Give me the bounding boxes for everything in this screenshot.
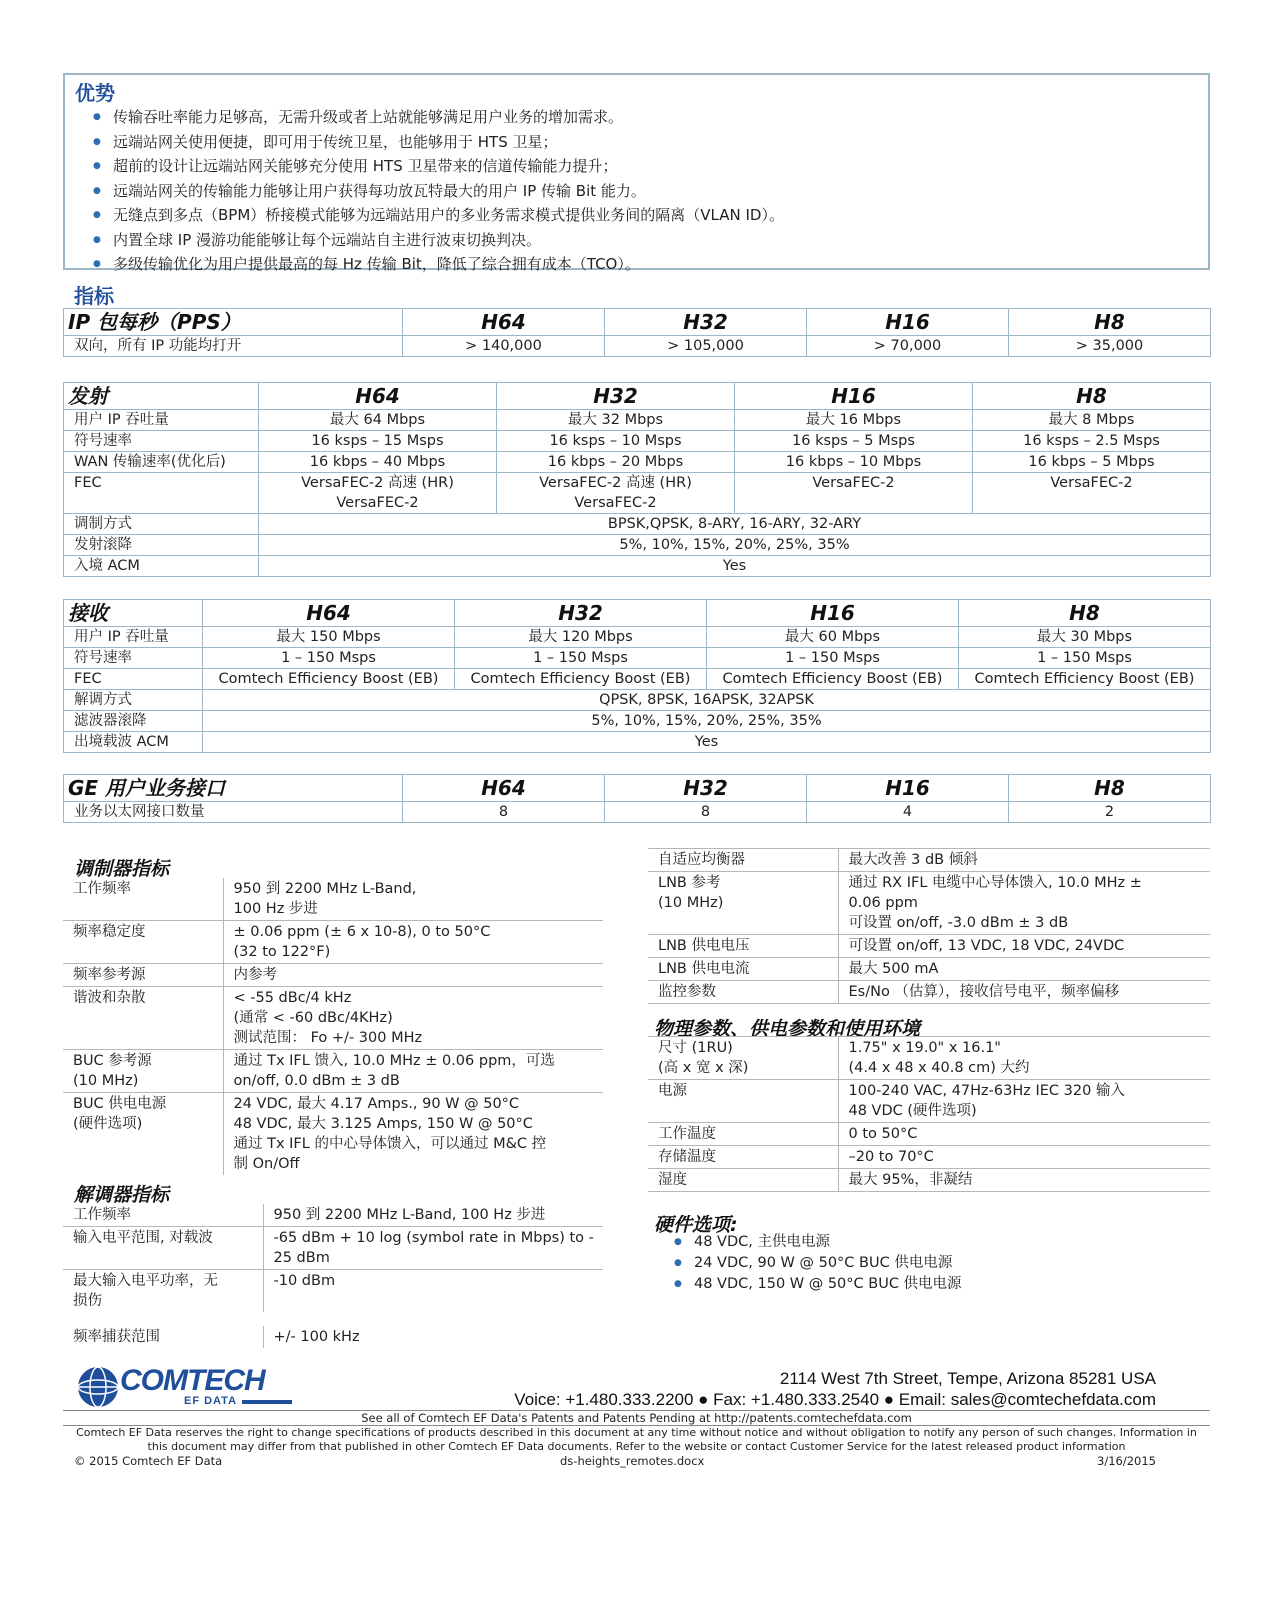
model-header: H64 bbox=[203, 600, 455, 627]
model-header: H32 bbox=[455, 600, 707, 627]
table-row bbox=[63, 1270, 603, 1313]
table-row bbox=[648, 1080, 1210, 1123]
label-line: 监控参数 bbox=[658, 984, 716, 1000]
row-value bbox=[263, 1204, 603, 1227]
tx-title: 发射 bbox=[64, 383, 259, 410]
model-header: H8 bbox=[973, 383, 1211, 410]
row-label bbox=[648, 1169, 838, 1192]
table-cell: 16 kbps – 20 Mbps bbox=[497, 452, 735, 473]
table-cell: Yes bbox=[259, 556, 1211, 577]
row-value bbox=[223, 921, 603, 964]
value-line: < -55 dBc/4 kHz bbox=[233, 990, 352, 1006]
advantages-list bbox=[75, 105, 784, 277]
table-row bbox=[63, 1050, 603, 1093]
row-value: +/- 100 kHz bbox=[273, 1329, 360, 1345]
table-cell: 最大 60 Mbps bbox=[707, 627, 959, 648]
row-value bbox=[838, 981, 1210, 1004]
label-line: 工作频率 bbox=[73, 881, 131, 897]
table-cell: BPSK,QPSK, 8-ARY, 16-ARY, 32-ARY bbox=[259, 514, 1211, 535]
comtech-logo bbox=[74, 1364, 304, 1410]
row-label bbox=[648, 849, 838, 872]
table-cell: 16 ksps – 10 Msps bbox=[497, 431, 735, 452]
table-cell: 1 – 150 Msps bbox=[707, 648, 959, 669]
label-line: 频率稳定度 bbox=[73, 924, 146, 940]
value-line: 内参考 bbox=[233, 967, 277, 983]
row-label bbox=[63, 1093, 223, 1176]
footer-address: 2114 West 7th Street, Tempe, Arizona 85281 USA bbox=[779, 1369, 1156, 1388]
row-label: FEC bbox=[64, 669, 203, 690]
value-line: 通过 Tx IFL 的中心导体馈入，可以通过 M&C 控 bbox=[233, 1136, 547, 1152]
label-line: 工作频率 bbox=[73, 1207, 131, 1223]
row-value bbox=[223, 878, 603, 921]
table-cell: Yes bbox=[203, 732, 1211, 753]
table-cell: > 105,000 bbox=[605, 336, 807, 357]
value-line: 100-240 VAC, 47Hz-63Hz IEC 320 输入 bbox=[848, 1083, 1125, 1099]
value-line: 25 dBm bbox=[273, 1250, 330, 1266]
row-value bbox=[838, 872, 1210, 935]
list-item: ● 48 VDC, 150 W @ 50°C BUC 供电电源 bbox=[660, 1274, 962, 1295]
value-line: (32 to 122°F) bbox=[233, 944, 331, 960]
rx-table bbox=[63, 599, 1211, 753]
label-line: LNB 供电电压 bbox=[658, 938, 750, 954]
value-line: 100 Hz 步进 bbox=[233, 901, 318, 917]
model-header: H8 bbox=[1009, 775, 1211, 802]
value-line: 最大 500 mA bbox=[848, 961, 939, 977]
list-item: ● 内置全球 IP 漫游功能能够让每个远端站自主进行波束切换判决。 bbox=[75, 228, 784, 253]
value-line: 1.75" x 19.0" x 16.1" bbox=[848, 1040, 1001, 1056]
row-label: WAN 传输速率(优化后) bbox=[64, 452, 259, 473]
value-line: 制 On/Off bbox=[233, 1156, 300, 1172]
row-label bbox=[648, 1123, 838, 1146]
model-header: H8 bbox=[959, 600, 1211, 627]
table-cell: 最大 8 Mbps bbox=[973, 410, 1211, 431]
label-line: 工作温度 bbox=[658, 1126, 716, 1142]
list-item: ● 24 VDC, 90 W @ 50°C BUC 供电电源 bbox=[660, 1253, 962, 1274]
table-cell: 16 ksps – 15 Msps bbox=[259, 431, 497, 452]
table-row bbox=[648, 849, 1210, 872]
modulator-table bbox=[63, 878, 603, 1175]
table-cell: 最大 30 Mbps bbox=[959, 627, 1211, 648]
modulator-title: 调制器指标 bbox=[74, 858, 170, 880]
label-line: LNB 供电电流 bbox=[658, 961, 750, 977]
ge-table bbox=[63, 774, 1211, 823]
value-line: 48 VDC (硬件选项) bbox=[848, 1103, 977, 1119]
physical-title: 物理参数、供电参数和使用环境 bbox=[654, 1018, 921, 1040]
model-header: H16 bbox=[735, 383, 973, 410]
model-header: H64 bbox=[403, 309, 605, 336]
model-header: H8 bbox=[1009, 309, 1211, 336]
table-cell: 2 bbox=[1009, 802, 1211, 823]
model-header: H32 bbox=[497, 383, 735, 410]
footer-date: 3/16/2015 bbox=[1097, 1454, 1156, 1468]
model-header: H64 bbox=[403, 775, 605, 802]
pps-title: IP 包每秒（PPS） bbox=[64, 309, 403, 336]
row-label bbox=[63, 1204, 263, 1227]
table-cell: 1 – 150 Msps bbox=[959, 648, 1211, 669]
table-row bbox=[648, 981, 1210, 1004]
table-cell bbox=[259, 473, 497, 514]
label-line: 频率参考源 bbox=[73, 967, 146, 983]
table-cell: > 35,000 bbox=[1009, 336, 1211, 357]
physical-table bbox=[648, 1036, 1210, 1192]
value-line: -10 dBm bbox=[273, 1273, 336, 1289]
table-row bbox=[648, 935, 1210, 958]
table-cell: > 140,000 bbox=[403, 336, 605, 357]
table-row bbox=[648, 1037, 1210, 1080]
row-label: 符号速率 bbox=[64, 431, 259, 452]
row-value bbox=[838, 1037, 1210, 1080]
label-line: 损伤 bbox=[73, 1293, 102, 1309]
acq-table bbox=[63, 1326, 603, 1348]
table-row bbox=[648, 1169, 1210, 1192]
table-row bbox=[63, 1093, 603, 1176]
pps-table bbox=[63, 308, 1211, 357]
row-value bbox=[838, 1146, 1210, 1169]
table-cell bbox=[973, 473, 1211, 514]
ge-title: GE 用户业务接口 bbox=[64, 775, 403, 802]
label-line: 最大输入电平功率，无 bbox=[73, 1273, 218, 1289]
row-value bbox=[263, 1227, 603, 1270]
demodulator-table bbox=[63, 1204, 603, 1312]
model-header: H32 bbox=[605, 775, 807, 802]
tx-table bbox=[63, 382, 1211, 577]
label-line: (10 MHz) bbox=[73, 1073, 139, 1089]
value-line: 0 to 50°C bbox=[848, 1126, 918, 1142]
row-label: FEC bbox=[64, 473, 259, 514]
table-cell: Comtech Efficiency Boost (EB) bbox=[959, 669, 1211, 690]
model-header: H32 bbox=[605, 309, 807, 336]
footer-disclaimer: this document may differ from that published in other Comtech EF Data documents. Refer to the website or contact Customer Service for the latest released product information bbox=[147, 1440, 1126, 1453]
row-label: 频率捕获范围 bbox=[63, 1326, 263, 1348]
table-cell: 16 ksps – 2.5 Msps bbox=[973, 431, 1211, 452]
table-cell: 最大 120 Mbps bbox=[455, 627, 707, 648]
value-line: 最大 95%，非凝结 bbox=[848, 1172, 973, 1188]
table-cell: 4 bbox=[807, 802, 1009, 823]
model-header: H16 bbox=[807, 309, 1009, 336]
row-value bbox=[263, 1270, 603, 1313]
table-cell: 16 kbps – 10 Mbps bbox=[735, 452, 973, 473]
label-line: BUC 参考源 bbox=[73, 1053, 152, 1069]
value-line: –20 to 70°C bbox=[848, 1149, 934, 1165]
row-label: 符号速率 bbox=[64, 648, 203, 669]
value-line: 通过 RX IFL 电缆中心导体馈入, 10.0 MHz ± bbox=[848, 875, 1142, 891]
label-line: 谐波和杂散 bbox=[73, 990, 146, 1006]
row-value bbox=[838, 1123, 1210, 1146]
label-line: 存储温度 bbox=[658, 1149, 716, 1165]
row-label bbox=[63, 1270, 263, 1313]
table-row bbox=[63, 921, 603, 964]
list-item: ● 48 VDC, 主供电电源 bbox=[660, 1232, 962, 1253]
label-line: 电源 bbox=[658, 1083, 687, 1099]
table-row bbox=[648, 872, 1210, 935]
value-line: 24 VDC, 最大 4.17 Amps., 90 W @ 50°C bbox=[233, 1096, 520, 1112]
logo-subtext: EF DATA bbox=[184, 1395, 238, 1407]
footer-disclaimer: Comtech EF Data reserves the right to change specifications of products described in this document at any time without notice and without obligation to notify any person of such changes. Information in bbox=[76, 1426, 1197, 1439]
row-label: 出境载波 ACM bbox=[64, 732, 203, 753]
value-line: 可设置 on/off, -3.0 dBm ± 3 dB bbox=[848, 915, 1069, 931]
label-line: (高 x 宽 x 深) bbox=[658, 1060, 749, 1076]
label-line: (硬件选项) bbox=[73, 1116, 143, 1132]
row-value bbox=[838, 958, 1210, 981]
value-line: ± 0.06 ppm (± 6 x 10-8), 0 to 50°C bbox=[233, 924, 491, 940]
footer-contact: Voice: +1.480.333.2200 ● Fax: +1.480.333.2540 ● Email: sales@comtechefdata.com bbox=[514, 1390, 1156, 1409]
row-label bbox=[63, 1227, 263, 1270]
row-value bbox=[838, 849, 1210, 872]
label-line: (10 MHz) bbox=[658, 895, 724, 911]
row-label: 调制方式 bbox=[64, 514, 259, 535]
list-item: ● 远端站网关的传输能力能够让用户获得每功放瓦特最大的用户 IP 传输 Bit 能力。 bbox=[75, 179, 784, 204]
row-label bbox=[648, 981, 838, 1004]
row-label: 双向，所有 IP 功能均打开 bbox=[64, 336, 403, 357]
label-line: 尺寸 (1RU) bbox=[658, 1040, 733, 1056]
row-label: 发射滚降 bbox=[64, 535, 259, 556]
table-cell: 最大 150 Mbps bbox=[203, 627, 455, 648]
table-cell: Comtech Efficiency Boost (EB) bbox=[203, 669, 455, 690]
label-line: BUC 供电电源 bbox=[73, 1096, 167, 1112]
hardware-title: 硬件选项: bbox=[654, 1214, 738, 1236]
label-line: 湿度 bbox=[658, 1172, 687, 1188]
table-row bbox=[63, 987, 603, 1050]
list-item: ● 远端站网关使用便捷，即可用于传统卫星，也能够用于 HTS 卫星； bbox=[75, 130, 784, 155]
fec-line: VersaFEC-2 高速 (HR) bbox=[301, 475, 454, 491]
value-line: 48 VDC, 最大 3.125 Amps, 150 W @ 50°C bbox=[233, 1116, 533, 1132]
footer-copyright: © 2015 Comtech EF Data bbox=[74, 1454, 223, 1468]
list-item: ● 超前的设计让远端站网关能够充分使用 HTS 卫星带来的信道传输能力提升； bbox=[75, 154, 784, 179]
value-line: 950 到 2200 MHz L-Band, 100 Hz 步进 bbox=[273, 1207, 546, 1223]
value-line: 950 到 2200 MHz L-Band, bbox=[233, 881, 417, 897]
specs-title: 指标 bbox=[74, 284, 114, 308]
label-line: 自适应均衡器 bbox=[658, 852, 745, 868]
row-label bbox=[648, 1080, 838, 1123]
row-value bbox=[838, 1080, 1210, 1123]
row-label: 滤波器滚降 bbox=[64, 711, 203, 732]
value-line: Es/No （估算），接收信号电平，频率偏移 bbox=[848, 984, 1120, 1000]
table-cell: 5%, 10%, 15%, 20%, 25%, 35% bbox=[203, 711, 1211, 732]
table-cell: 1 – 150 Msps bbox=[203, 648, 455, 669]
hardware-list bbox=[660, 1232, 962, 1295]
table-cell: 8 bbox=[403, 802, 605, 823]
list-item: ● 多级传输优化为用户提供最高的每 Hz 传输 Bit，降低了综合拥有成本（TCO）。 bbox=[75, 252, 784, 277]
value-line: on/off, 0.0 dBm ± 3 dB bbox=[233, 1073, 400, 1089]
list-item: ● 无缝点到多点（BPM）桥接模式能够为远端站用户的多业务需求模式提供业务间的隔离（VLAN ID）。 bbox=[75, 203, 784, 228]
row-label: 入境 ACM bbox=[64, 556, 259, 577]
table-cell: QPSK, 8PSK, 16APSK, 32APSK bbox=[203, 690, 1211, 711]
logo-text: COMTECH bbox=[120, 1364, 265, 1397]
table-cell: 16 kbps – 40 Mbps bbox=[259, 452, 497, 473]
fec-line: VersaFEC-2 bbox=[1050, 475, 1133, 491]
row-label bbox=[648, 1037, 838, 1080]
model-header: H16 bbox=[707, 600, 959, 627]
table-row bbox=[648, 958, 1210, 981]
receiver-extra-table bbox=[648, 848, 1210, 1004]
table-cell: 5%, 10%, 15%, 20%, 25%, 35% bbox=[259, 535, 1211, 556]
row-label bbox=[648, 935, 838, 958]
row-label: 用户 IP 吞吐量 bbox=[64, 627, 203, 648]
table-cell: 最大 32 Mbps bbox=[497, 410, 735, 431]
table-cell: Comtech Efficiency Boost (EB) bbox=[455, 669, 707, 690]
row-value bbox=[838, 935, 1210, 958]
table-cell: 最大 16 Mbps bbox=[735, 410, 973, 431]
model-header: H64 bbox=[259, 383, 497, 410]
row-label bbox=[63, 1050, 223, 1093]
label-line: LNB 参考 bbox=[658, 875, 721, 891]
value-line: (通常 < -60 dBc/4KHz) bbox=[233, 1010, 393, 1026]
row-label bbox=[648, 872, 838, 935]
table-row bbox=[63, 1204, 603, 1227]
list-item: ● 传输吞吐率能力足够高，无需升级或者上站就能够满足用户业务的增加需求。 bbox=[75, 105, 784, 130]
demodulator-title: 解调器指标 bbox=[74, 1184, 170, 1206]
table-row bbox=[63, 964, 603, 987]
fec-line: VersaFEC-2 高速 (HR) bbox=[539, 475, 692, 491]
row-label bbox=[63, 987, 223, 1050]
row-label: 解调方式 bbox=[64, 690, 203, 711]
table-cell: 16 kbps – 5 Mbps bbox=[973, 452, 1211, 473]
value-line: 0.06 ppm bbox=[848, 895, 918, 911]
table-row bbox=[648, 1123, 1210, 1146]
fec-line: VersaFEC-2 bbox=[574, 495, 657, 511]
row-label: 用户 IP 吞吐量 bbox=[64, 410, 259, 431]
row-value bbox=[223, 987, 603, 1050]
row-label bbox=[648, 1146, 838, 1169]
table-cell: 最大 64 Mbps bbox=[259, 410, 497, 431]
fec-line: VersaFEC-2 bbox=[812, 475, 895, 491]
table-row bbox=[648, 1146, 1210, 1169]
row-value bbox=[838, 1169, 1210, 1192]
value-line: 通过 Tx IFL 馈入, 10.0 MHz ± 0.06 ppm，可选 bbox=[233, 1053, 555, 1069]
rx-title: 接收 bbox=[64, 600, 203, 627]
table-cell: 16 ksps – 5 Msps bbox=[735, 431, 973, 452]
table-row bbox=[63, 1227, 603, 1270]
row-label bbox=[63, 964, 223, 987]
row-label bbox=[648, 958, 838, 981]
label-line: 输入电平范围, 对载波 bbox=[73, 1230, 213, 1246]
value-line: 测试范围： Fo +/- 300 MHz bbox=[233, 1030, 423, 1046]
footer-filename: ds-heights_remotes.docx bbox=[560, 1454, 705, 1468]
table-cell: 1 – 150 Msps bbox=[455, 648, 707, 669]
advantages-title: 优势 bbox=[75, 81, 115, 105]
row-value bbox=[223, 1050, 603, 1093]
model-header: H16 bbox=[807, 775, 1009, 802]
table-cell bbox=[735, 473, 973, 514]
table-cell: 8 bbox=[605, 802, 807, 823]
footer-patents: See all of Comtech EF Data's Patents and Patents Pending at http://patents.comtechefdata.com bbox=[361, 1411, 912, 1425]
row-value bbox=[223, 1093, 603, 1176]
row-label: 业务以太网接口数量 bbox=[64, 802, 403, 823]
value-line: (4.4 x 48 x 40.8 cm) 大约 bbox=[848, 1060, 1030, 1076]
table-row bbox=[63, 878, 603, 921]
value-line: 可设置 on/off, 13 VDC, 18 VDC, 24VDC bbox=[848, 938, 1125, 954]
table-cell: Comtech Efficiency Boost (EB) bbox=[707, 669, 959, 690]
row-label bbox=[63, 878, 223, 921]
value-line: -65 dBm + 10 log (symbol rate in Mbps) to - bbox=[273, 1230, 594, 1246]
row-label bbox=[63, 921, 223, 964]
table-cell bbox=[497, 473, 735, 514]
fec-line: VersaFEC-2 bbox=[336, 495, 419, 511]
table-cell: > 70,000 bbox=[807, 336, 1009, 357]
advantages-box bbox=[63, 73, 1210, 273]
row-value bbox=[223, 964, 603, 987]
value-line: 最大改善 3 dB 倾斜 bbox=[848, 852, 978, 868]
